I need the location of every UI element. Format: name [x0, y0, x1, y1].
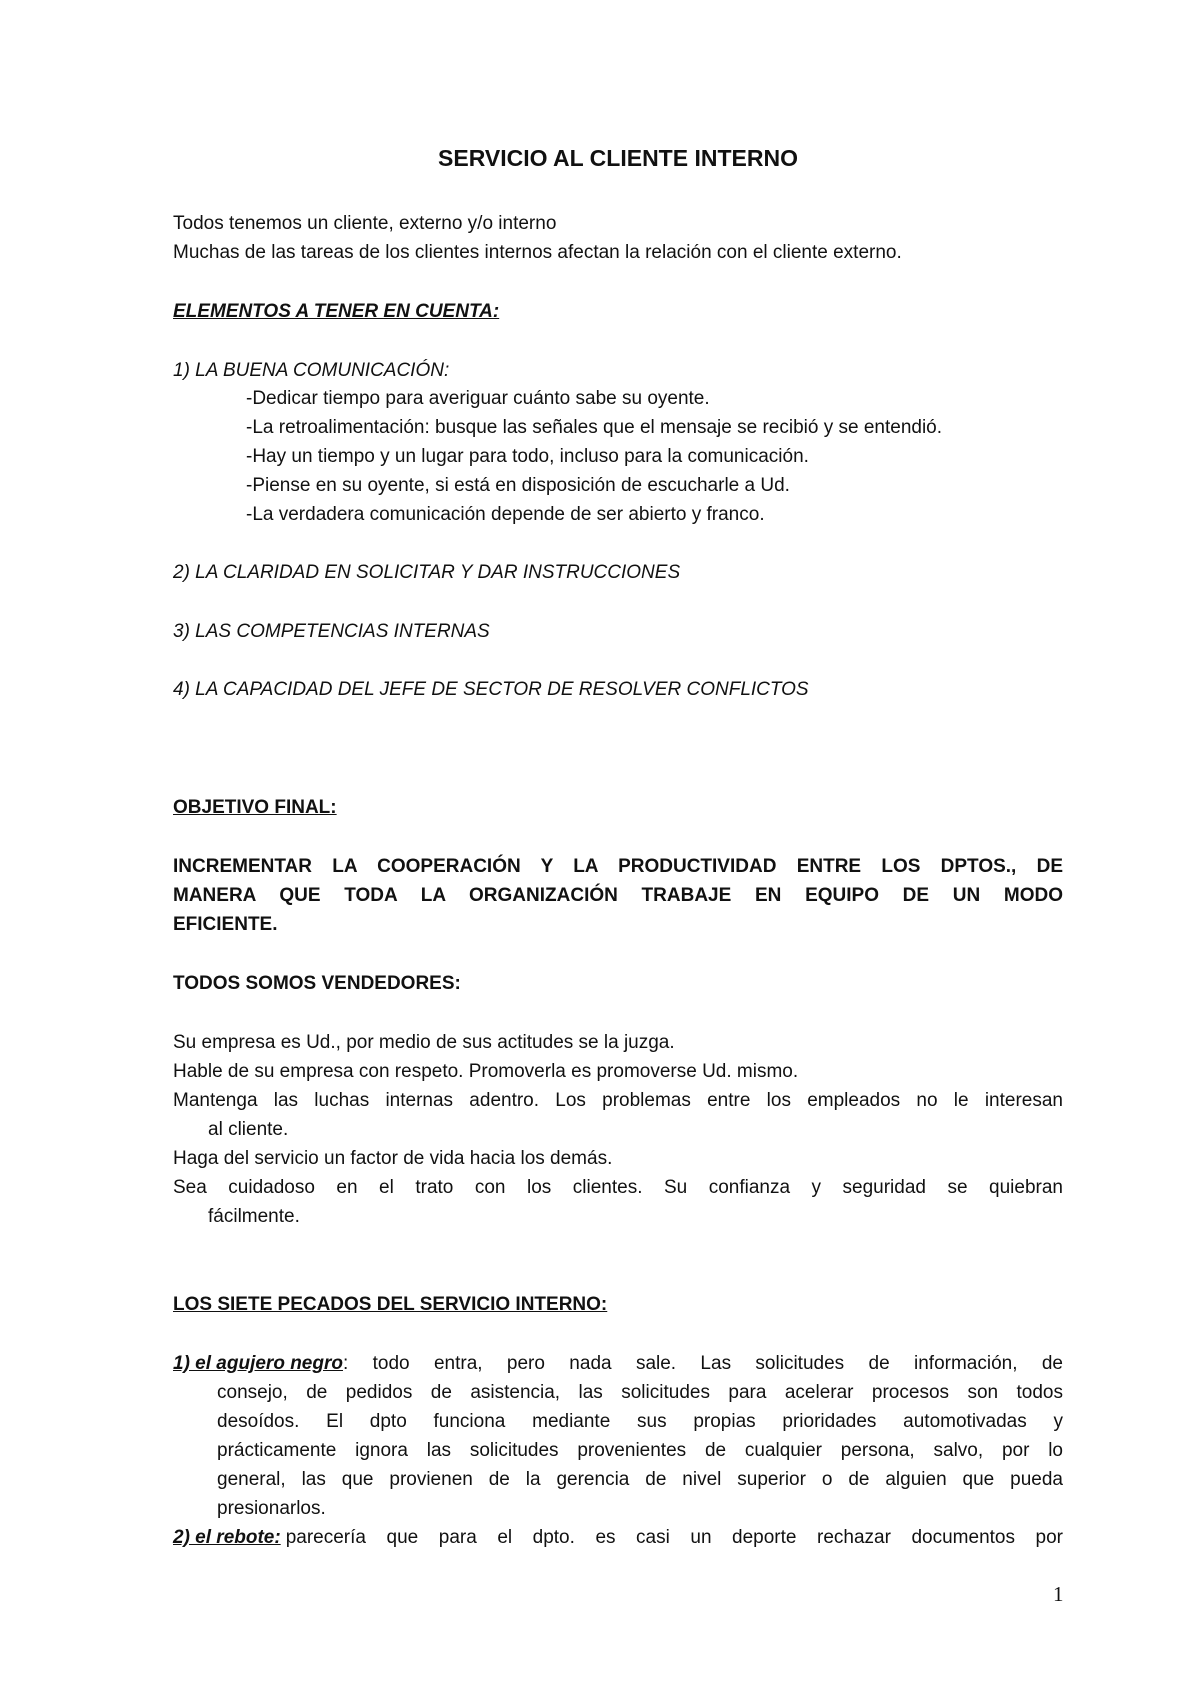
intro-line: Muchas de las tareas de los clientes internos afectan la relación con el cliente externo. [173, 242, 902, 263]
sin1-line: consejo, de pedidos de asistencia, las solicitudes para acelerar procesos son todos [217, 1382, 1063, 1403]
intro-line: Todos tenemos un cliente, externo y/o interno [173, 213, 557, 234]
item1-bullet: -Dedicar tiempo para averiguar cuánto sabe su oyente. [246, 388, 710, 409]
item1-bullet: -Hay un tiempo y un lugar para todo, incluso para la comunicación. [246, 446, 809, 467]
sin2-text: parecería que para el dpto. es casi un deporte rechazar documentos por [285, 1527, 1063, 1548]
item4-heading: 4) LA CAPACIDAD DEL JEFE DE SECTOR DE RESOLVER CONFLICTOS [173, 679, 809, 700]
document-title: SERVICIO AL CLIENTE INTERNO [438, 145, 798, 171]
item1-bullet: -La verdadera comunicación depende de ser abierto y franco. [246, 504, 765, 525]
sin1-line: general, las que provienen de la gerencia de nivel superior o de alguien que pueda [217, 1469, 1063, 1490]
sellers-line: Haga del servicio un factor de vida hacia los demás. [173, 1148, 613, 1169]
sellers-heading: TODOS SOMOS VENDEDORES: [173, 973, 461, 994]
item1-heading: 1) LA BUENA COMUNICACIÓN: [173, 360, 450, 381]
sin2-first-line [173, 1523, 1063, 1552]
sin1-line: presionarlos. [217, 1498, 326, 1519]
sins-heading: LOS SIETE PECADOS DEL SERVICIO INTERNO: [173, 1294, 608, 1315]
sin1-line: desoídos. El dpto funciona mediante sus propias prioridades automotivadas y [217, 1411, 1063, 1432]
sellers-line: Su empresa es Ud., por medio de sus actitudes se la juzga. [173, 1032, 675, 1053]
sellers-line: Mantenga las luchas internas adentro. Los problemas entre los empleados no le interesan [173, 1090, 1063, 1111]
page-number: 1 [1053, 1582, 1064, 1606]
sin1-text: : todo entra, pero nada sale. Las solicitudes de información, de [342, 1353, 1063, 1374]
elements-heading: ELEMENTOS A TENER EN CUENTA: [173, 301, 500, 322]
sin1-line: prácticamente ignora las solicitudes provenientes de cualquier persona, salvo, por lo [217, 1440, 1063, 1461]
sellers-line: fácilmente. [208, 1206, 300, 1227]
objective-line: MANERA QUE TODA LA ORGANIZACIÓN TRABAJE EN EQUIPO DE UN MODO [173, 885, 1063, 906]
item1-bullet: -Piense en su oyente, si está en disposición de escucharle a Ud. [246, 475, 790, 496]
item3-heading: 3) LAS COMPETENCIAS INTERNAS [173, 621, 490, 642]
objective-line: INCREMENTAR LA COOPERACIÓN Y LA PRODUCTIVIDAD ENTRE LOS DPTOS., DE [173, 856, 1063, 877]
sellers-line: Sea cuidadoso en el trato con los clientes. Su confianza y seguridad se quiebran [173, 1177, 1063, 1198]
item1-bullet: -La retroalimentación: busque las señales que el mensaje se recibió y se entendió. [246, 417, 943, 438]
objective-line: EFICIENTE. [173, 914, 278, 935]
sin1-first-line [173, 1349, 1063, 1378]
sellers-line: al cliente. [208, 1119, 289, 1140]
sellers-line: Hable de su empresa con respeto. Promoverla es promoverse Ud. mismo. [173, 1061, 799, 1082]
sin1-label: 1) el agujero negro [173, 1353, 343, 1374]
objective-heading: OBJETIVO FINAL: [173, 797, 337, 818]
item2-heading: 2) LA CLARIDAD EN SOLICITAR Y DAR INSTRUCCIONES [173, 562, 681, 583]
sin2-label: 2) el rebote: [173, 1527, 281, 1548]
